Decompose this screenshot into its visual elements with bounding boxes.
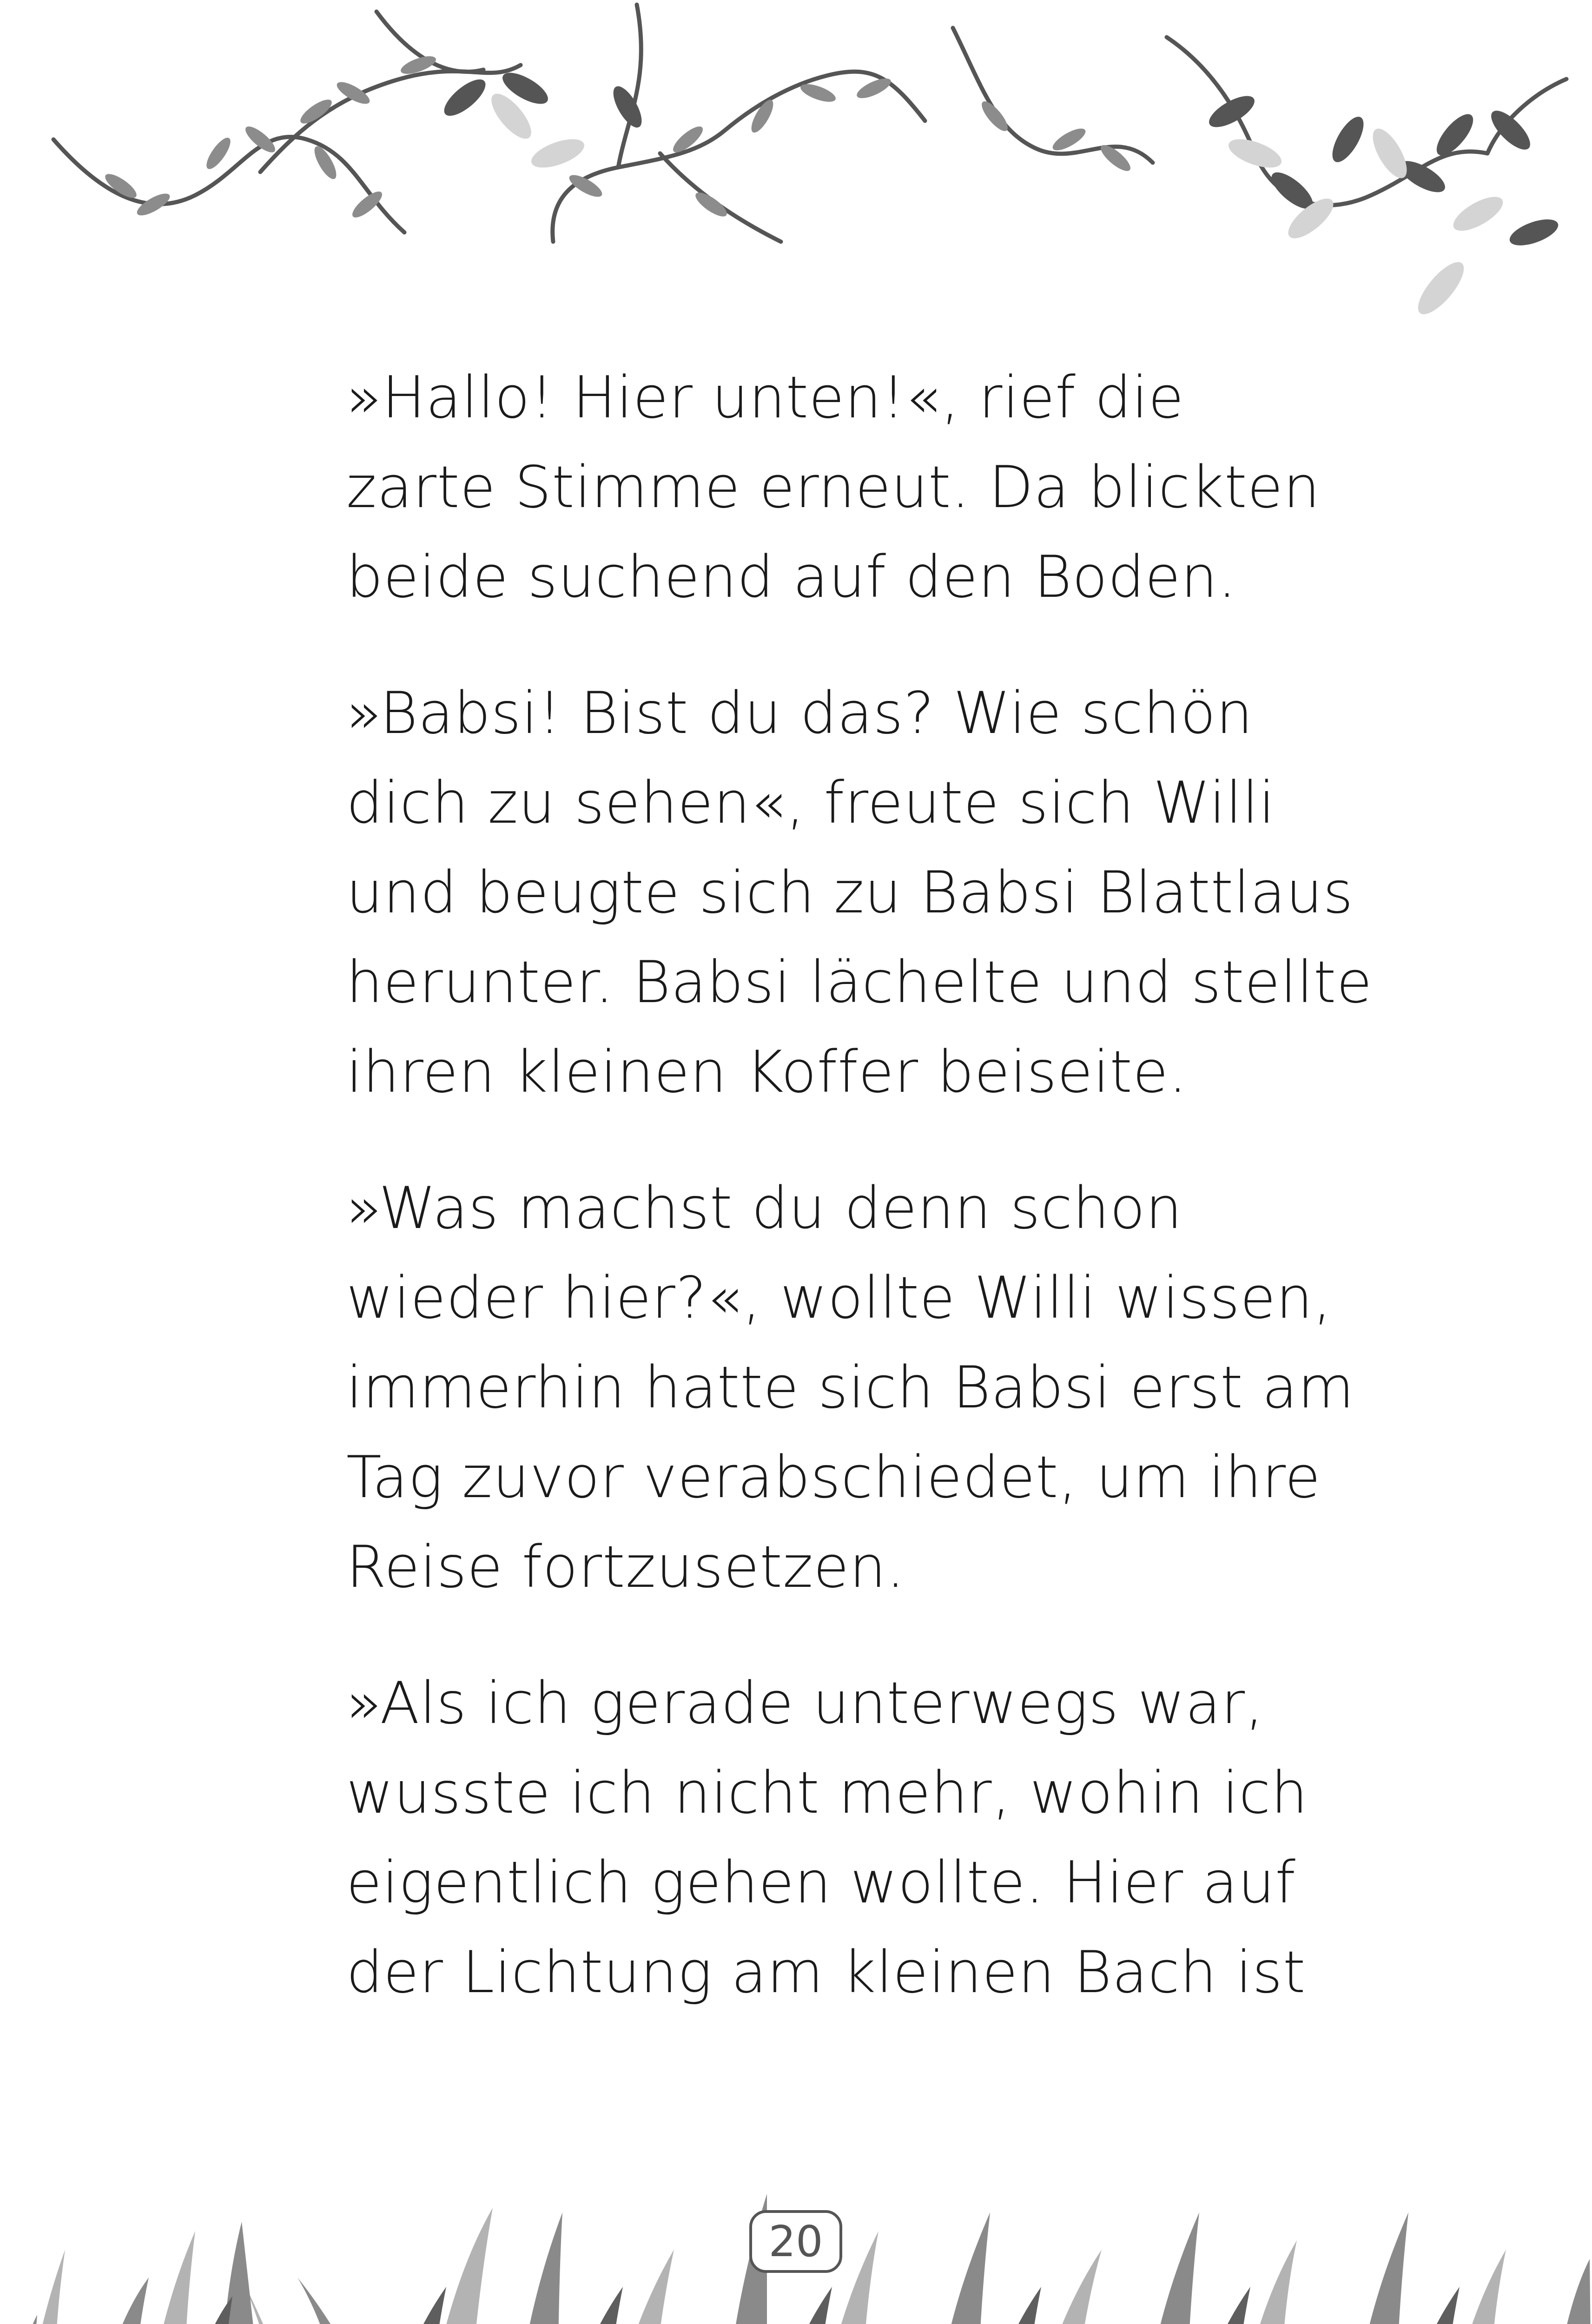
text-line: Reise fortzusetzen. — [346, 1534, 905, 1601]
story-text — [281, 353, 1373, 2018]
text-line: herunter. Babsi lächelte und stellte — [346, 949, 1373, 1016]
paragraph — [281, 1659, 1350, 2018]
paragraph — [281, 353, 1350, 622]
text-line: dich zu sehen«, freute sich Willi — [346, 770, 1275, 837]
text-line: immerhin hatte sich Babsi erst am — [346, 1354, 1354, 1421]
page-number — [749, 2210, 842, 2273]
text-line: der Lichtung am kleinen Bach ist — [346, 1939, 1306, 2006]
page-number-label: 20 — [768, 2217, 823, 2266]
text-line: wusste ich nicht mehr, wohin ich — [346, 1760, 1308, 1827]
text-line: und beugte sich zu Babsi Blattlaus — [346, 859, 1354, 926]
text-line: »Hallo! Hier unten!«, rief die — [346, 364, 1184, 431]
text-line: zarte Stimme erneut. Da blickten — [346, 454, 1321, 521]
paragraph — [281, 1164, 1354, 1612]
text-line: wieder hier?«, wollte Willi wissen, — [346, 1265, 1332, 1332]
paragraph — [281, 669, 1373, 1117]
text-line: »Als ich gerade unterwegs war, — [346, 1670, 1264, 1737]
text-line: eigentlich gehen wollte. Hier auf — [346, 1849, 1296, 1916]
grass-decoration-icon — [0, 2054, 1592, 2324]
text-line: »Babsi! Bist du das? Wie schön — [346, 680, 1253, 747]
vine-decoration-icon — [0, 0, 1592, 344]
text-line: beide suchend auf den Boden. — [346, 544, 1237, 611]
text-line: »Was machst du denn schon — [346, 1175, 1183, 1242]
text-line: ihren kleinen Koffer beiseite. — [346, 1039, 1188, 1106]
text-line: Tag zuvor verabschiedet, um ihre — [346, 1444, 1321, 1511]
